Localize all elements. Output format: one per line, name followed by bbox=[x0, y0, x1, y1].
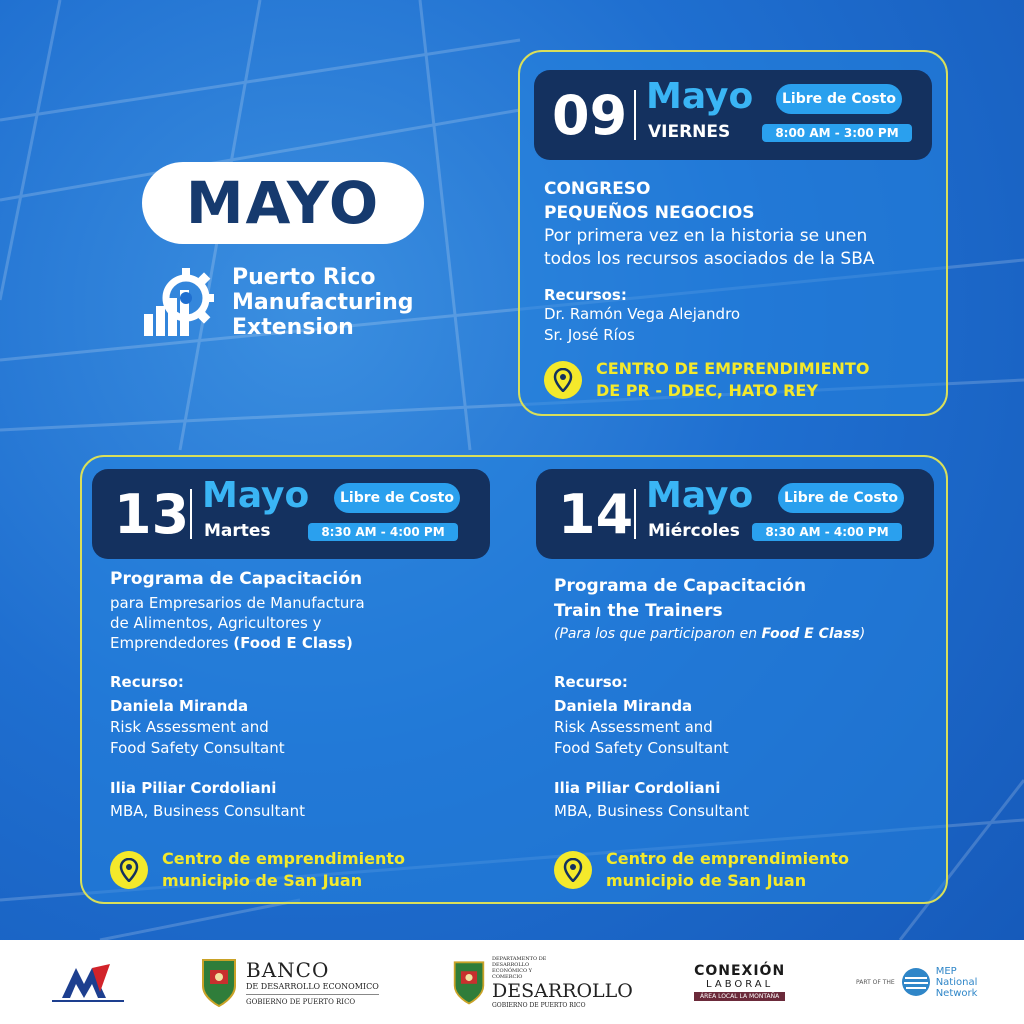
banco-subtitle: DE DESARROLLO ECONOMICO bbox=[246, 982, 379, 995]
event-description-bold: (Food E Class) bbox=[233, 634, 353, 652]
resource-1: Dr. Ramón Vega Alejandro bbox=[544, 305, 741, 323]
pr-seal-icon bbox=[200, 956, 238, 1008]
time-badge: 8:30 AM - 4:00 PM bbox=[752, 523, 902, 541]
free-badge: Libre de Costo bbox=[778, 483, 904, 513]
date-divider bbox=[634, 489, 636, 539]
brand-name bbox=[232, 265, 414, 340]
event-title-line-1: Programa de Capacitación bbox=[554, 576, 807, 596]
banco-desarrollo-logo bbox=[200, 940, 379, 1024]
event-note bbox=[554, 626, 865, 642]
date-divider bbox=[190, 489, 192, 539]
advanced-manufacturing-logo bbox=[48, 940, 128, 1024]
date-bar bbox=[536, 469, 934, 559]
event-month: Mayo bbox=[646, 76, 754, 117]
mep-part-of: PART OF THE bbox=[856, 978, 895, 986]
ddec-department: DEPARTAMENTO DE DESARROLLO ECONÓMICO Y COMERCIO bbox=[492, 955, 547, 980]
person-2-name: Ilia Piliar Cordoliani bbox=[554, 779, 721, 797]
person-2-name: Ilia Piliar Cordoliani bbox=[110, 779, 277, 797]
location-pin-icon bbox=[110, 851, 148, 889]
ddec-title: DESARROLLO bbox=[492, 979, 633, 1002]
resource-2: Sr. José Ríos bbox=[544, 326, 635, 344]
event-weekday: Martes bbox=[204, 521, 271, 541]
prme-logo bbox=[142, 264, 414, 340]
ddec-gov: GOBIERNO DE PUERTO RICO bbox=[492, 1001, 586, 1009]
mep-globe-icon bbox=[901, 967, 931, 997]
mep-line-1: MEP bbox=[935, 965, 957, 977]
event-day: 13 bbox=[114, 483, 190, 546]
conexion-area: ÁREA LOCAL LA MONTAÑA bbox=[694, 992, 785, 1001]
location-line-1: Centro de emprendimiento bbox=[606, 849, 850, 868]
mep-line-3: Network bbox=[935, 987, 978, 999]
event-description-line-3 bbox=[110, 634, 353, 652]
event-location bbox=[544, 358, 869, 402]
event-description-text: Emprendedores bbox=[110, 634, 234, 652]
gear-chart-icon bbox=[142, 264, 218, 340]
person-2-role: MBA, Business Consultant bbox=[110, 802, 306, 820]
banco-title: BANCO bbox=[246, 958, 330, 982]
mep-line-2: National bbox=[935, 976, 978, 988]
event-month: Mayo bbox=[646, 475, 754, 516]
am-mark-icon bbox=[48, 958, 128, 1006]
month-heading bbox=[142, 162, 424, 244]
person-1-role-line-1: Risk Assessment and bbox=[110, 718, 269, 736]
event-day: 14 bbox=[558, 483, 634, 546]
location-line-1: CENTRO DE EMPRENDIMIENTO bbox=[596, 359, 870, 378]
event-title-line-2: Train the Trainers bbox=[554, 601, 723, 621]
person-1-name: Daniela Miranda bbox=[110, 697, 249, 715]
event-title-line-1: CONGRESO bbox=[544, 179, 651, 199]
event-day: 09 bbox=[552, 84, 628, 147]
location-line-2: municipio de San Juan bbox=[162, 871, 363, 890]
event-location bbox=[110, 848, 405, 892]
event-weekday: VIERNES bbox=[648, 122, 731, 142]
event-weekday: Miércoles bbox=[648, 521, 740, 541]
resources-label: Recursos: bbox=[544, 286, 627, 304]
event-title-line-1: Programa de Capacitación bbox=[110, 569, 363, 589]
event-title-line-2: PEQUEÑOS NEGOCIOS bbox=[544, 203, 755, 223]
resource-label: Recurso: bbox=[554, 673, 628, 691]
time-badge: 8:30 AM - 4:00 PM bbox=[308, 523, 458, 541]
event-description-line-1: para Empresarios de Manufactura bbox=[110, 594, 365, 612]
person-1-name: Daniela Miranda bbox=[554, 697, 693, 715]
brand-line-3: Extension bbox=[232, 314, 354, 340]
location-line-2: municipio de San Juan bbox=[606, 871, 807, 890]
person-1-role-line-2: Food Safety Consultant bbox=[554, 739, 729, 757]
conexion-title: CONEXIÓN bbox=[694, 963, 786, 979]
mep-national-network-logo bbox=[856, 940, 977, 1024]
person-1-role-line-1: Risk Assessment and bbox=[554, 718, 713, 736]
location-pin-icon bbox=[544, 361, 582, 399]
banco-gov: GOBIERNO DE PUERTO RICO bbox=[246, 998, 356, 1006]
resource-label: Recurso: bbox=[110, 673, 184, 691]
conexion-laboral-logo bbox=[694, 940, 785, 1024]
location-pin-icon bbox=[554, 851, 592, 889]
event-card-congreso bbox=[518, 50, 948, 416]
brand-line-2: Manufacturing bbox=[232, 289, 414, 315]
event-note-suffix: ) bbox=[859, 626, 866, 642]
person-1-role-line-2: Food Safety Consultant bbox=[110, 739, 285, 757]
event-note-bold: Food E Class bbox=[761, 626, 860, 642]
person-2-role: MBA, Business Consultant bbox=[554, 802, 750, 820]
partner-logos-footer bbox=[0, 940, 1024, 1024]
event-description-line-1: Por primera vez en la historia se unen bbox=[544, 226, 868, 246]
event-location bbox=[554, 848, 849, 892]
free-badge: Libre de Costo bbox=[334, 483, 460, 513]
date-bar bbox=[92, 469, 490, 559]
pr-seal-icon bbox=[452, 958, 486, 1006]
event-card-capacitacion bbox=[80, 455, 948, 904]
ddec-desarrollo-logo bbox=[452, 940, 632, 1024]
event-month: Mayo bbox=[202, 475, 310, 516]
conexion-subtitle: LABORAL bbox=[706, 979, 774, 990]
free-badge: Libre de Costo bbox=[776, 84, 902, 114]
month-heading-text: MAYO bbox=[185, 169, 381, 237]
date-divider bbox=[634, 90, 636, 140]
event-description-line-2: todos los recursos asociados de la SBA bbox=[544, 249, 875, 269]
event-description-line-2: de Alimentos, Agricultores y bbox=[110, 614, 322, 632]
date-bar bbox=[534, 70, 932, 160]
brand-line-1: Puerto Rico bbox=[232, 264, 376, 290]
time-badge: 8:00 AM - 3:00 PM bbox=[762, 124, 912, 142]
event-note-prefix: (Para los que participaron en bbox=[554, 626, 762, 642]
location-line-2: DE PR - DDEC, HATO REY bbox=[596, 381, 818, 400]
location-line-1: Centro de emprendimiento bbox=[162, 849, 406, 868]
